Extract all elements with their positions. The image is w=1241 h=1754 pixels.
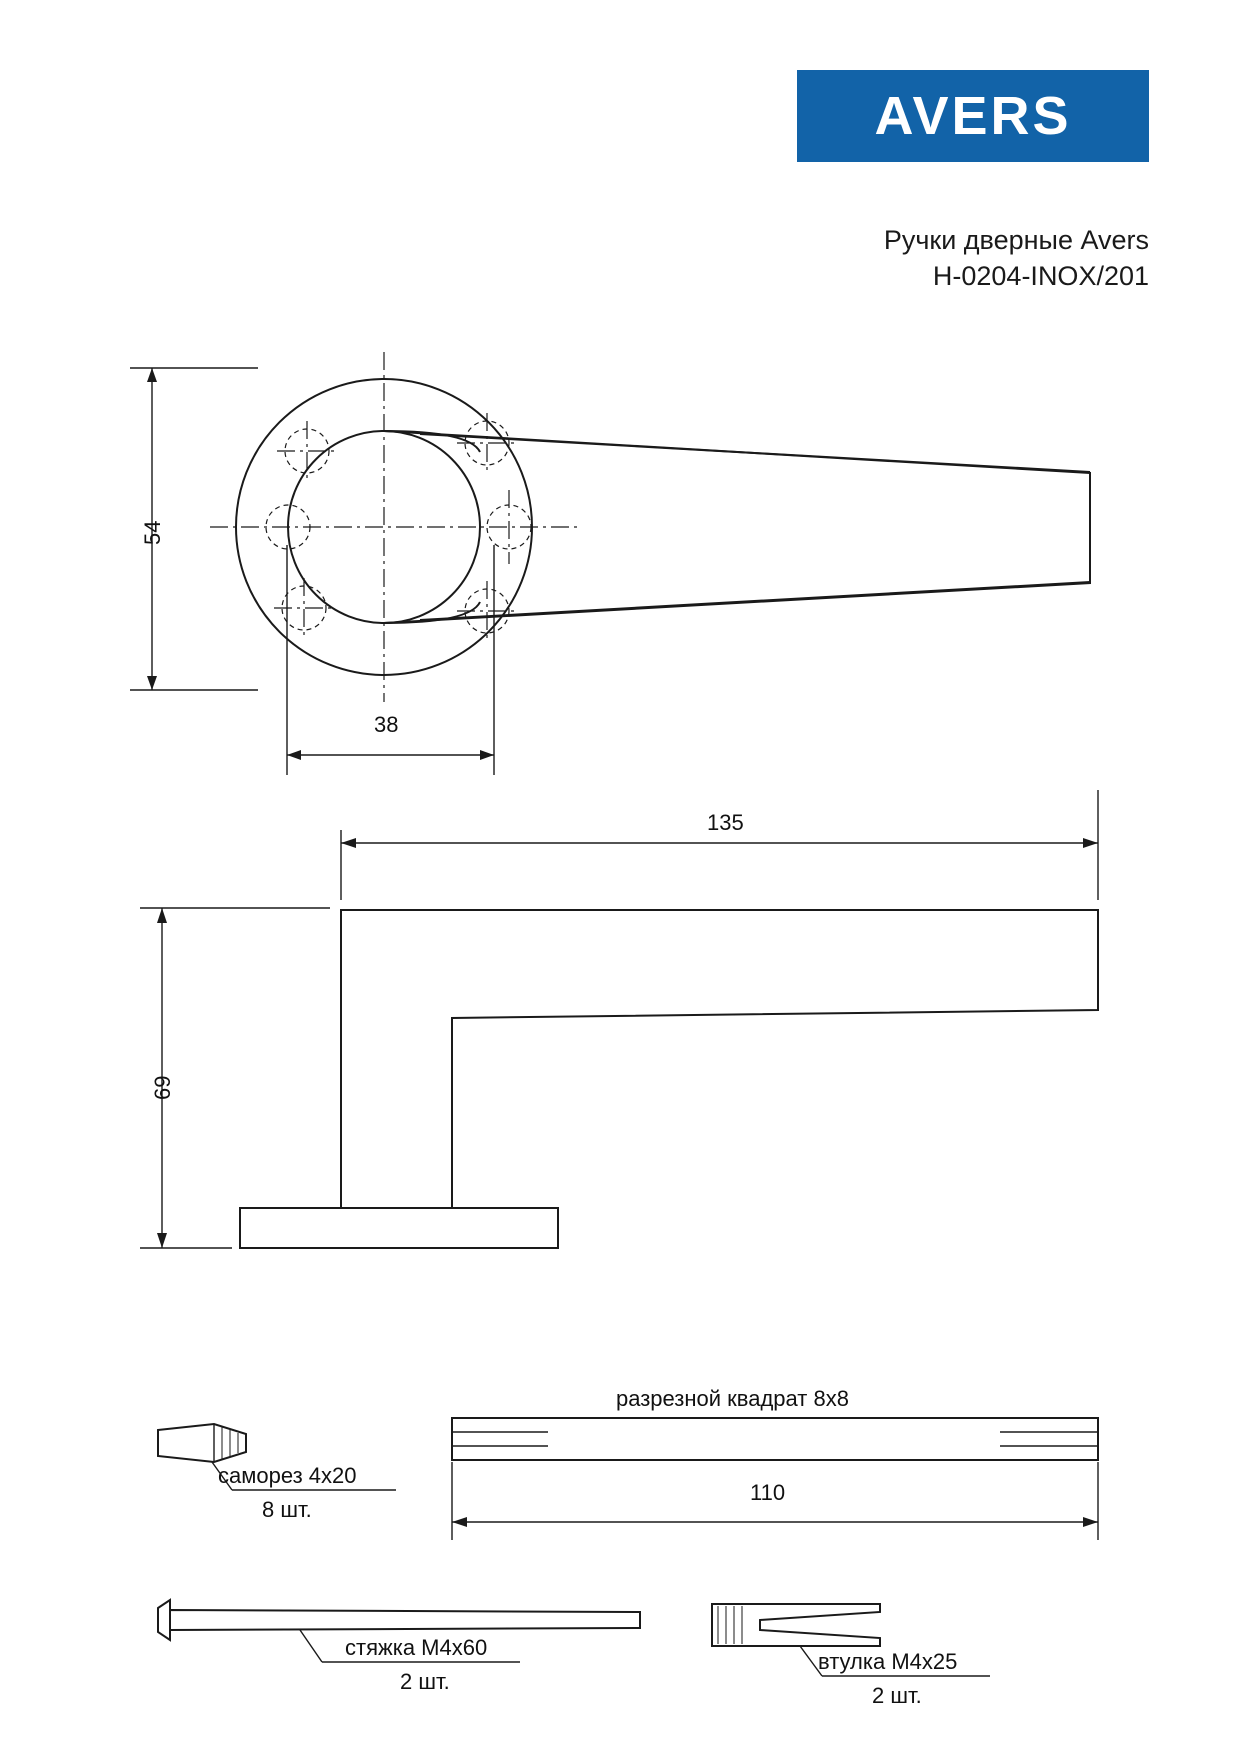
label-spindle: разрезной квадрат 8х8: [616, 1386, 849, 1411]
side-view-geometry: [140, 790, 1098, 1248]
dim-spindle-110: 110: [750, 1480, 786, 1505]
label-bolt-qty: 2 шт.: [400, 1669, 450, 1694]
dim-top-height-54: 54: [140, 520, 165, 545]
product-name: Ручки дверные Avers: [883, 225, 1149, 255]
logo-text: AVERS: [874, 86, 1072, 146]
accessory-spindle-geometry: [452, 1418, 1098, 1540]
dim-side-length-135: 135: [707, 810, 744, 835]
label-screw-qty: 8 шт.: [262, 1497, 312, 1522]
label-bolt: стяжка M4x60: [345, 1635, 488, 1660]
dim-side-height-69: 69: [150, 1075, 175, 1100]
label-sleeve-qty: 2 шт.: [872, 1683, 922, 1708]
dim-rosette-38: 38: [374, 712, 399, 737]
product-code: H-0204-INOX/201: [932, 261, 1149, 292]
label-screw: саморез 4x20: [218, 1463, 357, 1488]
label-sleeve: втулка M4x25: [818, 1649, 958, 1674]
top-view-geometry: [130, 352, 1090, 775]
